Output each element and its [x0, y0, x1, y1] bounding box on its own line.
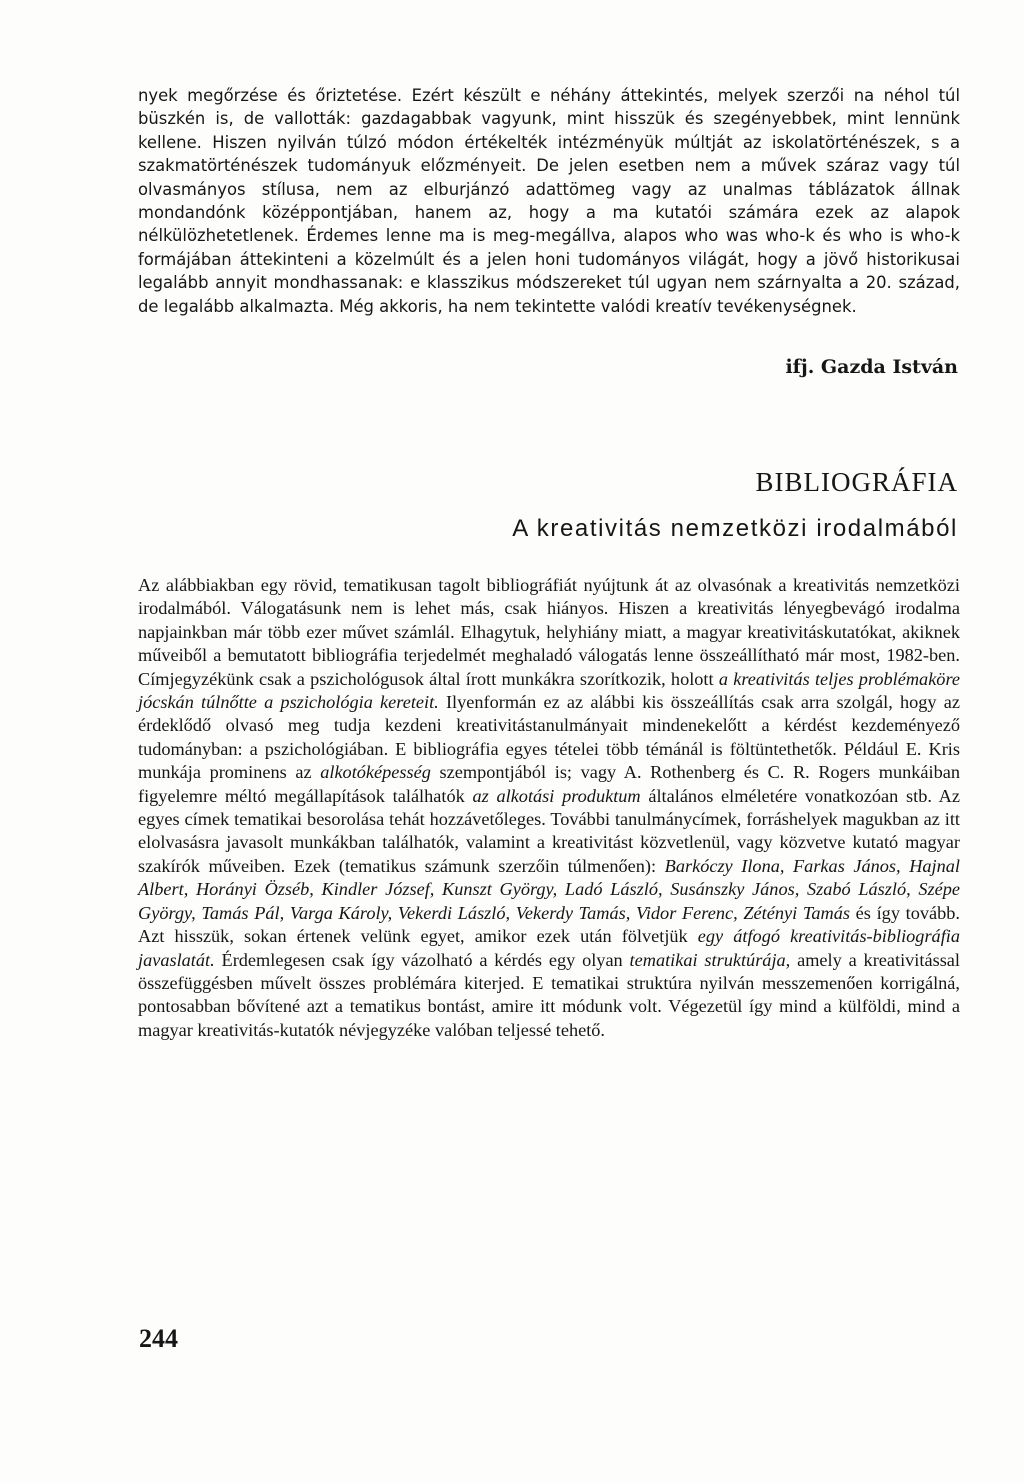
page-number: 244	[139, 1324, 178, 1353]
text-run: amely a kreativitással összefüggésben művelt összes problémára kiterjed. E tematikai struktúra nyilván messzemenően korrigálná, pontosabban bővítené azt a tematikus bontást, amire itt módunk volt. Végezetül így mind a külföldi, mind a magyar kreativitás-kutatók névjegyzéke valóban teljessé tehető.	[138, 949, 961, 1040]
italic-run: alkotóképesség	[320, 762, 431, 783]
text-run: Ilyenformán ez az alábbi kis összeállítás csak arra szolgál, hogy az érdeklődő olvasó meg tudja kezdeni kreativitástanulmányait mindenekelőtt a kérdést kezdeményező tudományban: a pszichológiában. E bibliográfia egyes tételei több témánál is föltüntethetők. Például E. Kris munkája prominens az	[138, 692, 960, 783]
section-title: BIBLIOGRÁFIA	[755, 467, 958, 497]
italic-run: az alkotási produktum	[472, 785, 641, 806]
italic-run: a kreativitás teljes problémaköre jócskán túlnőtte a pszichológia kereteit.	[138, 668, 961, 713]
text-run: általános elméletére vonatkozóan stb. Az egyes címek tematikai besorolása tehát hozzávetőleges. További tanulmánycímek, forráshelyek magukban az itt elolvasásra javasolt munkákban találhatók, valamint a kreativitást közvetlenül, vagy közvetve kutató magyar szakírók műveiben. Ezek (tematikus számunk szerzőin túlmenően):	[138, 785, 960, 876]
intro-paragraph: nyek megőrzése és őriztetése. Ezért készült e néhány áttekintés, melyek szerzői na néhol túl büszkén is, de vallották: gazdagabbak vagyunk, mint hisszük és szegényebbek, mint lennünk kellene. Hiszen nyilván túlzó módon értékelték intézményük múltját az iskolatörténészek, s a szakmatörténészek tudományuk előzményeit. De jelen esetben nem a művek száraz vagy túl olvasmányos stílusa, nem az elburjánzó adattömeg vagy az unalmas táblázatok állnak mondandónk középpontjában, hanem az, hogy a ma kutatói számára ezek az alapok nélkülözhetetlenek. Érdemes lenne ma is meg-megállva, alapos who was who-k és who is who-k formájában áttekinteni a közelmúlt és a jelen honi tudományos világát, hogy a jövő historikusai legalább annyit mondhassanak: e klasszikus módszereket túl ugyan nem szárnyalta a 20. század, de legalább alkalmazta. Még akkoris, ha nem tekintette valódi kreatív tevékenységnek.	[138, 86, 960, 316]
text-run: szempontjából is; vagy A. Rothenberg és C. R. Rogers munkáiban figyelemre méltó megállapítások találhatók	[138, 762, 960, 806]
text-run: Az alábbiakban egy rövid, tematikusan tagolt bibliográfiát nyújtunk át az olvasónak a kreativitás nemzetközi irodalmából. Válogatásunk nem is lehet más, csak hiányos. Hiszen a kreativitás lényegbevágó irodalma napjainkban már több ezer művet számlál. Elhagytuk, helyhiány miatt, a magyar kreativitáskutatókat, akiknek műveiből a bemutatott bibliográfia terjedelmét meghaladó válogatás lenne összeállítható már most, 1982-ben. Címjegyzékünk csak a pszichológusok által írott munkákra szorítkozik, holott	[138, 575, 960, 689]
text-run: és így tovább. Azt hisszük, sokan értenek velünk egyet, amikor ezek után fölvetjük	[138, 902, 960, 947]
text-run: Érdemlegesen csak így vázolható a kérdés egy olyan	[214, 949, 630, 970]
section-subtitle: A kreativitás nemzetközi irodalmából	[512, 515, 958, 542]
italic-run: tematikai struktúrája,	[629, 949, 791, 970]
author-signature: ifj. Gazda István	[785, 356, 958, 378]
author-names: Barkóczy Ilona, Farkas János, Hajnal Albert, Horányi Özséb, Kindler József, Kunszt György, Ladó László, Susánszky János, Szabó László, Szépe György, Tamás Pál, Varga Károly, Vekerdi László, Vekerdy Tamás, Vidor Ferenc, Zétényi Tamás	[138, 855, 960, 923]
italic-run: egy átfogó kreativitás-bibliográfia javaslatát.	[138, 926, 960, 970]
bibliography-intro-paragraph	[138, 574, 960, 1042]
